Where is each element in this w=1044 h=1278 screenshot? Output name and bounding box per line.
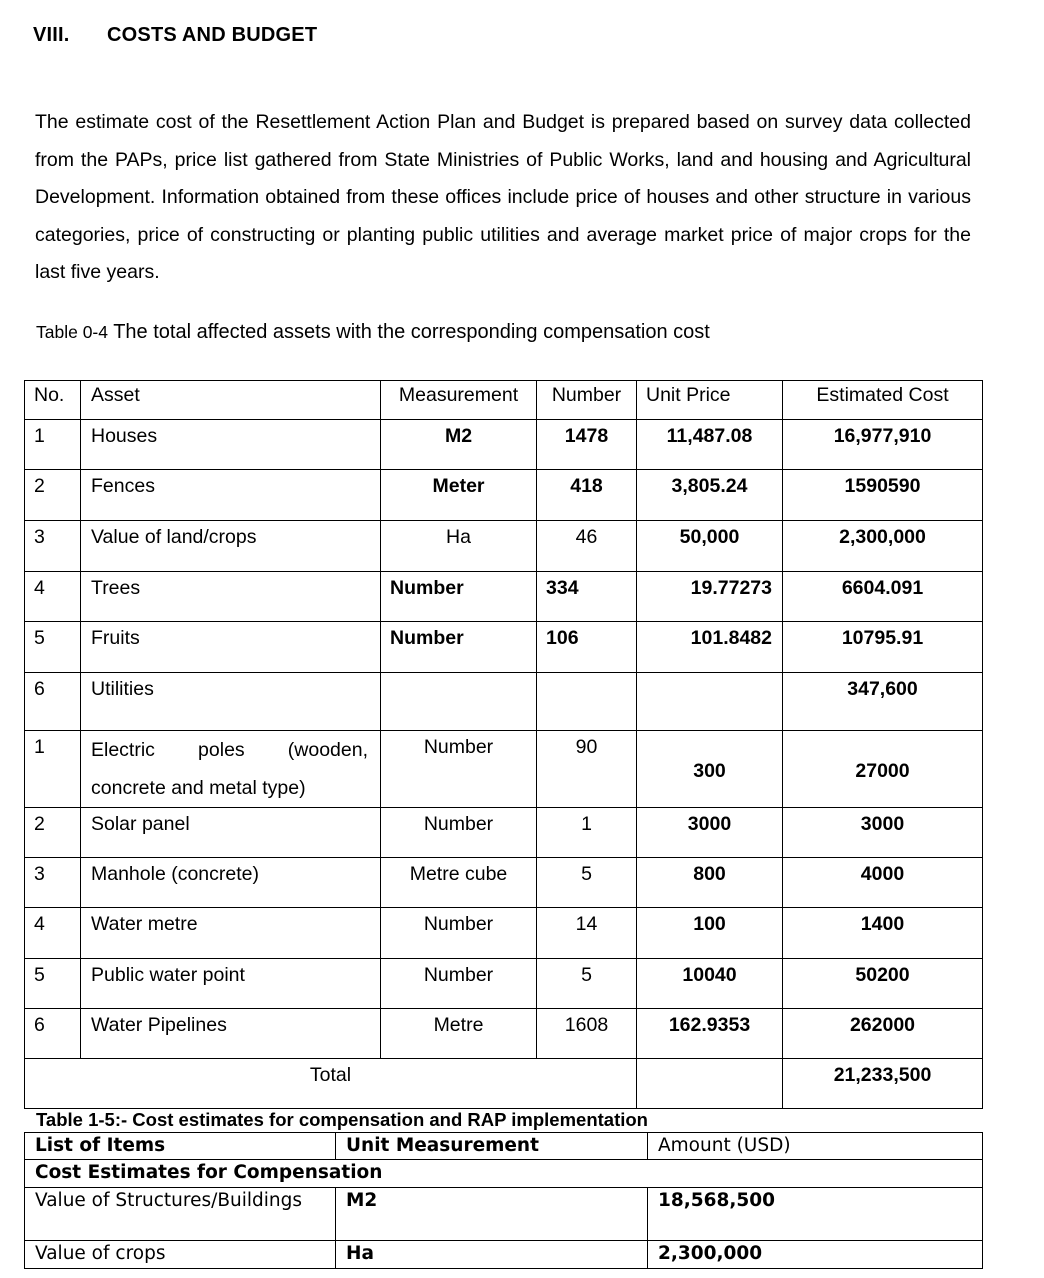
- table1-caption-text: The total affected assets with the corresponding compensation cost: [108, 321, 710, 343]
- row-asset: Water Pipelines: [81, 1009, 381, 1059]
- row-asset: Value of land/crops: [81, 521, 381, 572]
- row-estimated-cost: 1400: [783, 908, 983, 959]
- row-number: 1: [537, 808, 637, 858]
- row-estimated-cost: 10795.91: [783, 622, 983, 673]
- row-asset: Public water point: [81, 959, 381, 1009]
- row-unit-price: 10040: [637, 959, 783, 1009]
- header-asset: Asset: [81, 381, 381, 420]
- row-unit-price: 50,000: [637, 521, 783, 572]
- affected-assets-table: [24, 380, 983, 1109]
- row-estimated-cost: 262000: [783, 1009, 983, 1059]
- row-measurement: M2: [381, 420, 537, 470]
- row-asset: Trees: [81, 572, 381, 622]
- row-amount: 18,568,500: [648, 1188, 983, 1241]
- row-number: 334: [537, 572, 637, 622]
- table-row: [25, 959, 983, 1009]
- section-title: COSTS AND BUDGET: [107, 24, 318, 46]
- table-row: [25, 808, 983, 858]
- row-number: [537, 673, 637, 731]
- header-estimated-cost: Estimated Cost: [783, 381, 983, 420]
- table-row: [25, 858, 983, 908]
- row-measurement: Ha: [381, 521, 537, 572]
- total-value: 21,233,500: [783, 1059, 983, 1109]
- row-no: 2: [25, 470, 81, 521]
- row-no: 1: [25, 731, 81, 808]
- header-list-of-items: List of Items: [25, 1133, 336, 1160]
- table-row: [25, 521, 983, 572]
- row-unit-price: 101.8482: [637, 622, 783, 673]
- row-unit-price: 19.77273: [637, 572, 783, 622]
- row-number: 418: [537, 470, 637, 521]
- table-row: [25, 470, 983, 521]
- table-row: [25, 1241, 983, 1269]
- row-number: 1478: [537, 420, 637, 470]
- row-no: 5: [25, 959, 81, 1009]
- table-row: [25, 420, 983, 470]
- row-no: 3: [25, 858, 81, 908]
- row-asset: Fences: [81, 470, 381, 521]
- row-measurement: [381, 673, 537, 731]
- row-estimated-cost: 27000: [783, 731, 983, 808]
- total-unit-price: [637, 1059, 783, 1109]
- row-unit-price: 11,487.08: [637, 420, 783, 470]
- row-asset: Utilities: [81, 673, 381, 731]
- row-number: 14: [537, 908, 637, 959]
- row-asset: Electric poles (wooden, concrete and metal type): [81, 731, 381, 808]
- row-number: 5: [537, 959, 637, 1009]
- total-label: Total: [25, 1059, 637, 1109]
- row-no: 6: [25, 1009, 81, 1059]
- row-estimated-cost: 50200: [783, 959, 983, 1009]
- row-no: 4: [25, 572, 81, 622]
- table-row: [25, 1188, 983, 1241]
- row-asset: Manhole (concrete): [81, 858, 381, 908]
- row-measurement: Metre cube: [381, 858, 537, 908]
- cost-estimates-table: [24, 1132, 983, 1269]
- row-asset: Houses: [81, 420, 381, 470]
- row-estimated-cost: 1590590: [783, 470, 983, 521]
- row-unit-price: [637, 673, 783, 731]
- row-measurement: Meter: [381, 470, 537, 521]
- header-number: Number: [537, 381, 637, 420]
- row-number: 46: [537, 521, 637, 572]
- row-unit: Ha: [336, 1241, 648, 1269]
- table1-caption: [36, 321, 710, 344]
- row-measurement: Metre: [381, 1009, 537, 1059]
- section-row: [25, 1160, 983, 1188]
- row-unit-price: 100: [637, 908, 783, 959]
- row-estimated-cost: 4000: [783, 858, 983, 908]
- row-number: 90: [537, 731, 637, 808]
- table-row: [25, 673, 983, 731]
- row-measurement: Number: [381, 959, 537, 1009]
- row-estimated-cost: 347,600: [783, 673, 983, 731]
- header-no: No.: [25, 381, 81, 420]
- table1-caption-tag: Table 0-4: [36, 322, 108, 342]
- table-row: [25, 1009, 983, 1059]
- row-measurement: Number: [381, 572, 537, 622]
- row-unit-price: 300: [637, 731, 783, 808]
- table-header-row: [25, 381, 983, 420]
- table-row: [25, 622, 983, 673]
- row-unit-price: 800: [637, 858, 783, 908]
- row-estimated-cost: 2,300,000: [783, 521, 983, 572]
- intro-paragraph: The estimate cost of the Resettlement Action Plan and Budget is prepared based on survey data collected from the PAPs, price list gathered from State Ministries of Public Works, land and housing and Agricultural Development. Information obtained from these offices include price of houses and other structure in various categories, price of constructing or planting public utilities and average market price of major crops for the last five years.: [35, 111, 971, 284]
- section-row-label: Cost Estimates for Compensation: [25, 1160, 983, 1188]
- row-no: 1: [25, 420, 81, 470]
- row-measurement: Number: [381, 731, 537, 808]
- table-row: [25, 908, 983, 959]
- row-measurement: Number: [381, 622, 537, 673]
- row-measurement: Number: [381, 808, 537, 858]
- table-header-row: [25, 1133, 983, 1160]
- row-unit-price: 162.9353: [637, 1009, 783, 1059]
- row-item: Value of Structures/Buildings: [25, 1188, 336, 1241]
- row-measurement: Number: [381, 908, 537, 959]
- row-no: 5: [25, 622, 81, 673]
- header-measurement: Measurement: [381, 381, 537, 420]
- row-number: 1608: [537, 1009, 637, 1059]
- table2-caption: Table 1-5:- Cost estimates for compensation and RAP implementation: [36, 1109, 648, 1130]
- row-no: 6: [25, 673, 81, 731]
- row-no: 3: [25, 521, 81, 572]
- total-row: [25, 1059, 983, 1109]
- row-number: 5: [537, 858, 637, 908]
- row-unit-price: 3,805.24: [637, 470, 783, 521]
- row-asset: Solar panel: [81, 808, 381, 858]
- row-asset: Water metre: [81, 908, 381, 959]
- row-estimated-cost: 3000: [783, 808, 983, 858]
- row-unit-price: 3000: [637, 808, 783, 858]
- table-row: [25, 731, 983, 808]
- row-amount: 2,300,000: [648, 1241, 983, 1269]
- row-unit: M2: [336, 1188, 648, 1241]
- row-estimated-cost: 16,977,910: [783, 420, 983, 470]
- row-no: 4: [25, 908, 81, 959]
- row-asset: Fruits: [81, 622, 381, 673]
- header-amount: Amount (USD): [648, 1133, 983, 1160]
- section-number: VIII.: [33, 24, 70, 46]
- table-row: [25, 572, 983, 622]
- row-no: 2: [25, 808, 81, 858]
- header-unit-measurement: Unit Measurement: [336, 1133, 648, 1160]
- row-number: 106: [537, 622, 637, 673]
- header-unit-price: Unit Price: [637, 381, 783, 420]
- row-item: Value of crops: [25, 1241, 336, 1269]
- row-estimated-cost: 6604.091: [783, 572, 983, 622]
